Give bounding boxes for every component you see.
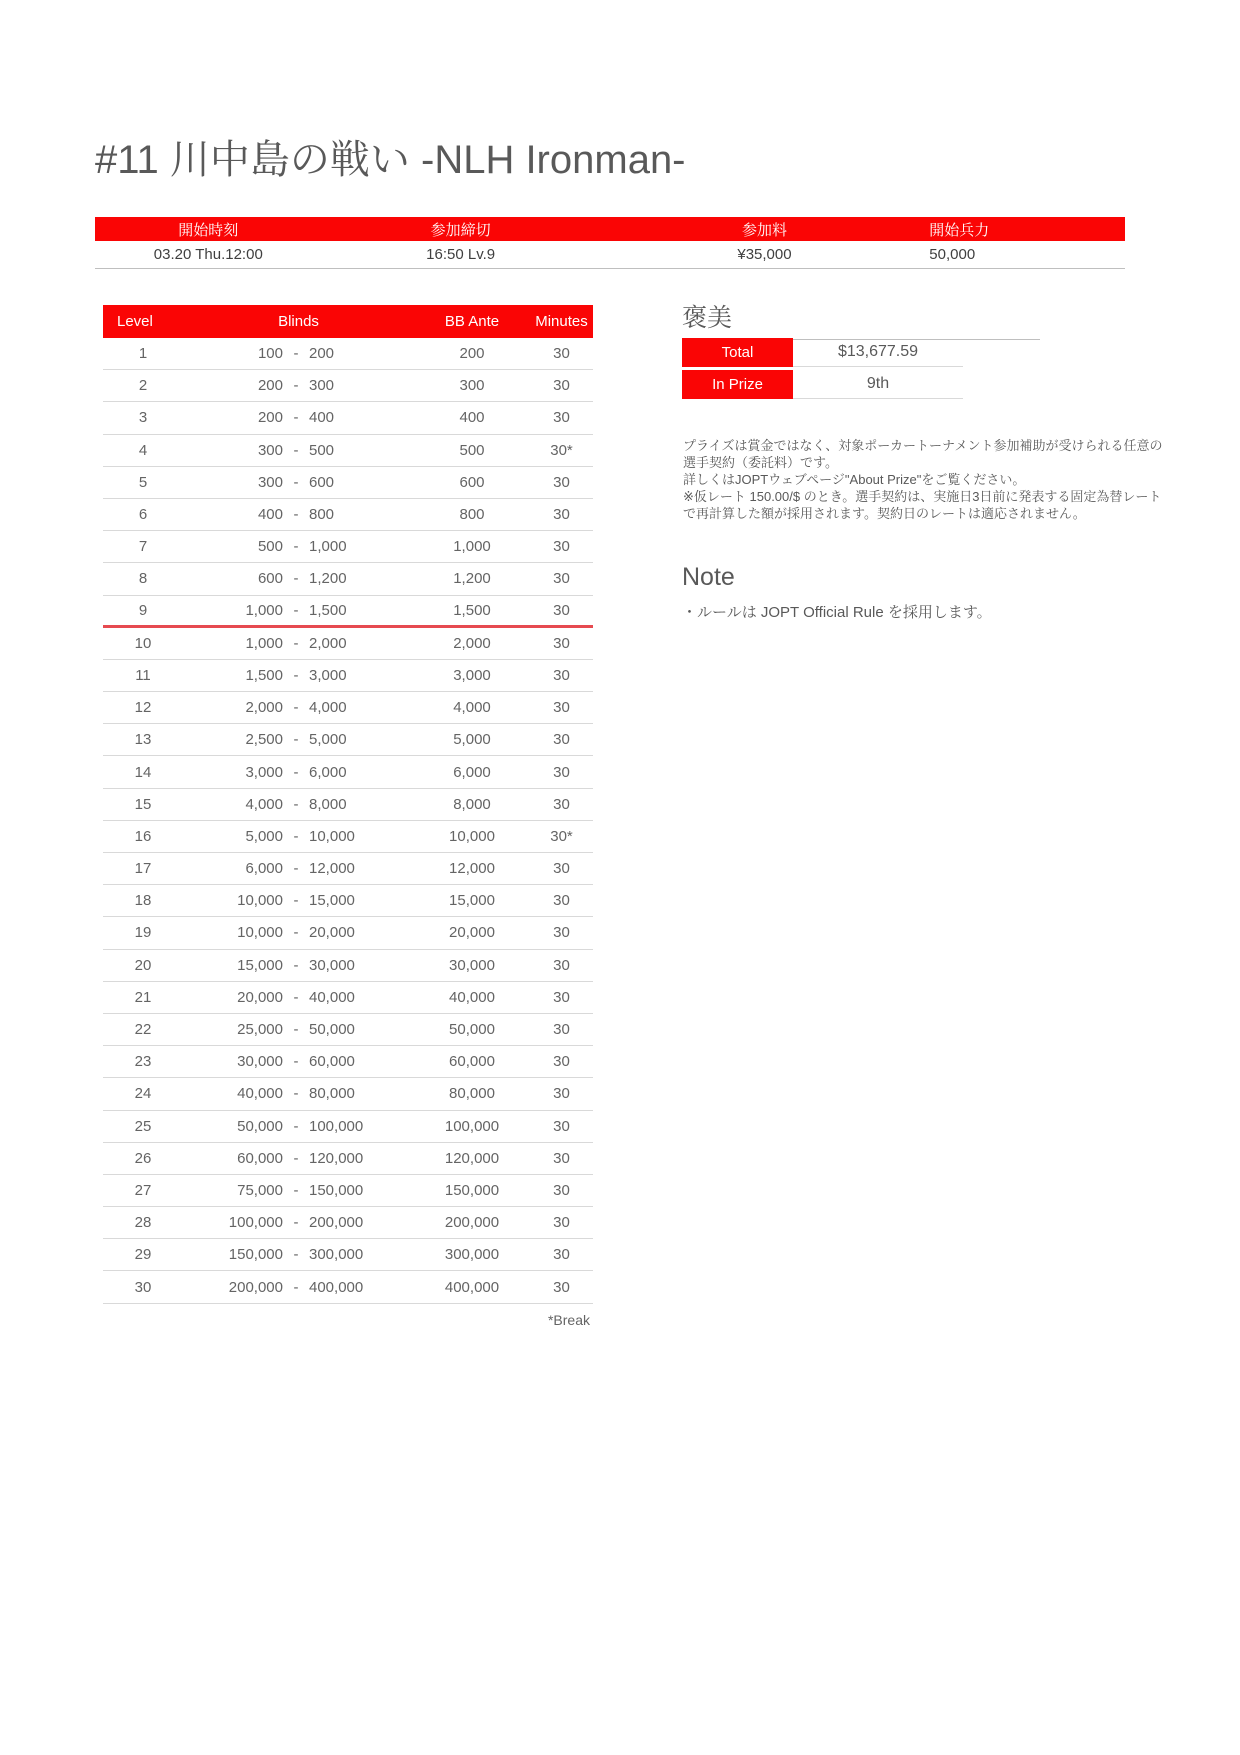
big-blind-cell: 600 xyxy=(309,473,335,491)
bb-ante-cell: 80,000 xyxy=(449,1085,495,1103)
level-cell: 27 xyxy=(134,1181,152,1199)
level-cell: 11 xyxy=(135,666,151,684)
bb-ante-cell: 6,000 xyxy=(453,763,491,781)
level-cell: 8 xyxy=(138,570,148,588)
bb-ante-cell: 400 xyxy=(459,409,485,427)
minutes-cell: 30 xyxy=(553,860,570,878)
big-blind-cell: 10,000 xyxy=(309,827,355,845)
minutes-cell: 30 xyxy=(553,634,570,652)
bb-ante-cell: 50,000 xyxy=(449,1021,495,1039)
note-heading: Note xyxy=(682,563,735,591)
minutes-cell: 30 xyxy=(553,666,570,684)
blinds-separator: - xyxy=(293,699,299,717)
big-blind-cell: 3,000 xyxy=(309,666,347,684)
level-cell: 28 xyxy=(134,1214,152,1232)
prize-disclaimer xyxy=(683,437,1165,522)
bb-ante-cell: 100,000 xyxy=(444,1117,500,1135)
prize-label: Total xyxy=(682,338,793,367)
break-footnote: *Break xyxy=(547,1312,590,1328)
small-blind-cell: 5,000 xyxy=(245,827,283,845)
table-row xyxy=(103,531,593,563)
table-row xyxy=(103,435,593,467)
minutes-cell: 30* xyxy=(550,441,573,459)
bb-ante-cell: 30,000 xyxy=(449,956,495,974)
big-blind-cell: 400 xyxy=(309,409,335,427)
big-blind-cell: 30,000 xyxy=(309,956,355,974)
blinds-separator: - xyxy=(293,634,299,652)
blinds-separator: - xyxy=(293,892,299,910)
small-blind-cell: 100 xyxy=(257,345,283,363)
level-cell: 12 xyxy=(134,699,152,717)
bb-ante-cell: 8,000 xyxy=(453,795,491,813)
big-blind-cell: 400,000 xyxy=(309,1278,364,1296)
blinds-separator: - xyxy=(293,827,299,845)
minutes-cell: 30 xyxy=(553,377,570,395)
note-item: ・ルールは JOPT Official Rule を採用します。 xyxy=(682,604,992,621)
level-cell: 16 xyxy=(134,827,152,845)
small-blind-cell: 50,000 xyxy=(237,1117,283,1135)
minutes-cell: 30 xyxy=(553,795,570,813)
page-title: #11 川中島の戦い -NLH Ironman- xyxy=(95,138,686,182)
big-blind-cell: 100,000 xyxy=(309,1117,364,1135)
table-row xyxy=(103,1175,593,1207)
table-row xyxy=(103,467,593,499)
level-cell: 4 xyxy=(138,441,148,459)
level-cell: 20 xyxy=(134,956,152,974)
minutes-cell: 30 xyxy=(553,731,570,749)
big-blind-cell: 8,000 xyxy=(309,795,347,813)
small-blind-cell: 1,000 xyxy=(245,634,283,652)
prize-row xyxy=(682,338,963,367)
info-bar-value: 03.20 Thu.12:00 xyxy=(153,246,263,263)
table-row xyxy=(103,660,593,692)
small-blind-cell: 25,000 xyxy=(237,1021,283,1039)
small-blind-cell: 300 xyxy=(257,473,283,491)
bb-ante-cell: 1,000 xyxy=(453,538,491,556)
table-row xyxy=(103,563,593,595)
prize-row xyxy=(682,370,963,399)
bb-ante-cell: 150,000 xyxy=(444,1181,500,1199)
table-row xyxy=(103,338,593,370)
info-bar-value: ¥35,000 xyxy=(737,246,792,263)
level-cell: 1 xyxy=(138,345,148,363)
level-cell: 9 xyxy=(138,601,148,619)
level-cell: 13 xyxy=(134,731,152,749)
blinds-separator: - xyxy=(293,860,299,878)
small-blind-cell: 2,500 xyxy=(245,731,283,749)
small-blind-cell: 6,000 xyxy=(245,860,283,878)
minutes-cell: 30 xyxy=(553,473,570,491)
table-row xyxy=(103,499,593,531)
disclaimer-paragraph: 詳しくはJOPTウェブページ"About Prize"をご覧ください。 xyxy=(683,472,1026,487)
structure-table-header xyxy=(103,305,593,338)
bb-ante-cell: 15,000 xyxy=(449,892,495,910)
bb-ante-cell: 120,000 xyxy=(444,1149,500,1167)
level-cell: 2 xyxy=(138,377,148,395)
level-cell: 3 xyxy=(138,409,148,427)
level-cell: 14 xyxy=(134,763,152,781)
bb-ante-cell: 5,000 xyxy=(453,731,491,749)
bb-ante-cell: 1,200 xyxy=(453,570,491,588)
level-cell: 10 xyxy=(134,634,152,652)
table-row xyxy=(103,789,593,821)
small-blind-cell: 15,000 xyxy=(237,956,283,974)
minutes-cell: 30 xyxy=(553,345,570,363)
blinds-separator: - xyxy=(293,1149,299,1167)
small-blind-cell: 500 xyxy=(257,538,283,556)
big-blind-cell: 150,000 xyxy=(309,1181,364,1199)
big-blind-cell: 1,200 xyxy=(309,570,347,588)
level-cell: 6 xyxy=(138,506,148,524)
minutes-cell: 30 xyxy=(553,924,570,942)
blinds-separator: - xyxy=(293,409,299,427)
small-blind-cell: 75,000 xyxy=(237,1181,283,1199)
table-row xyxy=(103,853,593,885)
big-blind-cell: 6,000 xyxy=(309,763,347,781)
small-blind-cell: 3,000 xyxy=(245,763,283,781)
blinds-separator: - xyxy=(293,1053,299,1071)
level-cell: 18 xyxy=(134,892,152,910)
level-cell: 30 xyxy=(134,1278,152,1296)
bb-ante-cell: 4,000 xyxy=(453,699,491,717)
table-row xyxy=(103,1046,593,1078)
minutes-cell: 30 xyxy=(553,699,570,717)
table-row xyxy=(103,1239,593,1271)
table-row xyxy=(103,917,593,949)
small-blind-cell: 200 xyxy=(257,377,283,395)
info-bar-value: 16:50 Lv.9 xyxy=(426,246,496,263)
bb-ante-cell: 300 xyxy=(459,377,485,395)
bb-ante-cell: 300,000 xyxy=(444,1246,500,1264)
table-row xyxy=(103,596,593,628)
table-row xyxy=(103,1078,593,1110)
minutes-cell: 30 xyxy=(553,1181,570,1199)
big-blind-cell: 5,000 xyxy=(309,731,347,749)
blinds-separator: - xyxy=(293,570,299,588)
level-cell: 5 xyxy=(138,473,148,491)
header-level: Level xyxy=(117,313,153,330)
level-cell: 17 xyxy=(134,860,152,878)
minutes-cell: 30 xyxy=(553,1021,570,1039)
big-blind-cell: 800 xyxy=(309,506,335,524)
table-row xyxy=(103,628,593,660)
minutes-cell: 30 xyxy=(553,570,570,588)
table-row xyxy=(103,1143,593,1175)
table-row xyxy=(103,821,593,853)
small-blind-cell: 30,000 xyxy=(237,1053,283,1071)
small-blind-cell: 4,000 xyxy=(245,795,283,813)
blinds-separator: - xyxy=(293,988,299,1006)
bb-ante-cell: 20,000 xyxy=(449,924,495,942)
small-blind-cell: 40,000 xyxy=(237,1085,283,1103)
big-blind-cell: 300,000 xyxy=(309,1246,364,1264)
big-blind-cell: 80,000 xyxy=(309,1085,355,1103)
bb-ante-cell: 200,000 xyxy=(444,1214,500,1232)
minutes-cell: 30 xyxy=(553,1085,570,1103)
big-blind-cell: 1,500 xyxy=(309,601,347,619)
minutes-cell: 30 xyxy=(553,409,570,427)
info-bar-label: 開始兵力 xyxy=(929,221,990,239)
minutes-cell: 30 xyxy=(553,988,570,1006)
big-blind-cell: 300 xyxy=(309,377,335,395)
prize-value: 9th xyxy=(793,370,963,399)
big-blind-cell: 60,000 xyxy=(309,1053,355,1071)
small-blind-cell: 300 xyxy=(257,441,283,459)
bb-ante-cell: 3,000 xyxy=(453,666,491,684)
minutes-cell: 30 xyxy=(553,1246,570,1264)
blinds-separator: - xyxy=(293,473,299,491)
level-cell: 26 xyxy=(134,1149,152,1167)
table-row xyxy=(103,885,593,917)
minutes-cell: 30 xyxy=(553,1117,570,1135)
blinds-separator: - xyxy=(293,1021,299,1039)
level-cell: 23 xyxy=(134,1053,152,1071)
small-blind-cell: 10,000 xyxy=(237,892,283,910)
small-blind-cell: 200,000 xyxy=(228,1278,283,1296)
bb-ante-cell: 400,000 xyxy=(444,1278,500,1296)
info-bar xyxy=(95,217,1125,269)
table-row xyxy=(103,692,593,724)
big-blind-cell: 20,000 xyxy=(309,924,355,942)
level-cell: 15 xyxy=(134,795,152,813)
bb-ante-cell: 800 xyxy=(459,506,485,524)
info-bar-value: 50,000 xyxy=(929,246,976,263)
minutes-cell: 30 xyxy=(553,1214,570,1232)
info-bar-values xyxy=(95,241,1125,269)
blinds-separator: - xyxy=(293,763,299,781)
structure-table-body xyxy=(103,338,593,1304)
small-blind-cell: 2,000 xyxy=(245,699,283,717)
minutes-cell: 30 xyxy=(553,763,570,781)
blinds-separator: - xyxy=(293,956,299,974)
bb-ante-cell: 500 xyxy=(459,441,485,459)
blinds-separator: - xyxy=(293,795,299,813)
blinds-separator: - xyxy=(293,345,299,363)
minutes-cell: 30* xyxy=(550,827,573,845)
blinds-separator: - xyxy=(293,538,299,556)
prize-table xyxy=(682,338,963,402)
table-row xyxy=(103,1111,593,1143)
header-blinds: Blinds xyxy=(278,313,319,330)
blinds-separator: - xyxy=(293,1181,299,1199)
blinds-separator: - xyxy=(293,377,299,395)
big-blind-cell: 15,000 xyxy=(309,892,355,910)
bb-ante-cell: 60,000 xyxy=(449,1053,495,1071)
level-cell: 21 xyxy=(134,988,152,1006)
minutes-cell: 30 xyxy=(553,506,570,524)
big-blind-cell: 40,000 xyxy=(309,988,355,1006)
disclaimer-paragraph: プライズは賞金ではなく、対象ポーカートーナメント参加補助が受けられる任意の選手契約（委託料）です。 xyxy=(683,438,1163,470)
big-blind-cell: 50,000 xyxy=(309,1021,355,1039)
blinds-separator: - xyxy=(293,666,299,684)
blinds-separator: - xyxy=(293,601,299,619)
small-blind-cell: 600 xyxy=(257,570,283,588)
table-row xyxy=(103,402,593,434)
minutes-cell: 30 xyxy=(553,1053,570,1071)
table-row xyxy=(103,756,593,788)
table-row xyxy=(103,724,593,756)
big-blind-cell: 1,000 xyxy=(309,538,347,556)
level-cell: 19 xyxy=(134,924,152,942)
small-blind-cell: 100,000 xyxy=(228,1214,283,1232)
bb-ante-cell: 1,500 xyxy=(453,601,491,619)
blinds-separator: - xyxy=(293,1246,299,1264)
prize-value: $13,677.59 xyxy=(793,338,963,367)
small-blind-cell: 400 xyxy=(257,506,283,524)
big-blind-cell: 12,000 xyxy=(309,860,355,878)
level-cell: 7 xyxy=(138,538,148,556)
table-row xyxy=(103,1207,593,1239)
small-blind-cell: 1,000 xyxy=(245,601,283,619)
info-bar-label: 参加締切 xyxy=(430,221,491,239)
level-cell: 22 xyxy=(134,1021,152,1039)
bb-ante-cell: 40,000 xyxy=(449,988,495,1006)
table-row xyxy=(103,982,593,1014)
table-row xyxy=(103,1014,593,1046)
big-blind-cell: 200,000 xyxy=(309,1214,364,1232)
small-blind-cell: 10,000 xyxy=(237,924,283,942)
blinds-separator: - xyxy=(293,731,299,749)
bb-ante-cell: 600 xyxy=(459,473,485,491)
info-bar-label: 開始時刻 xyxy=(178,221,239,239)
blinds-separator: - xyxy=(293,506,299,524)
prize-heading: 褒美 xyxy=(682,298,1040,340)
header-minutes: Minutes xyxy=(535,313,588,330)
bb-ante-cell: 12,000 xyxy=(449,860,495,878)
small-blind-cell: 20,000 xyxy=(237,988,283,1006)
small-blind-cell: 60,000 xyxy=(237,1149,283,1167)
header-bb-ante: BB Ante xyxy=(444,313,500,330)
bb-ante-cell: 2,000 xyxy=(453,634,491,652)
level-cell: 24 xyxy=(134,1085,152,1103)
blinds-separator: - xyxy=(293,1214,299,1232)
big-blind-cell: 500 xyxy=(309,441,335,459)
blind-structure-table xyxy=(103,305,593,1304)
level-cell: 25 xyxy=(134,1117,152,1135)
blinds-separator: - xyxy=(293,1117,299,1135)
big-blind-cell: 120,000 xyxy=(309,1149,364,1167)
small-blind-cell: 1,500 xyxy=(245,666,283,684)
disclaimer-paragraph: ※仮レート 150.00/$ のとき。選手契約は、実施日3日前に発表する固定為替レートで再計算した額が採用されます。契約日のレートは適応されません。 xyxy=(683,489,1162,521)
info-bar-label: 参加料 xyxy=(741,221,787,239)
bb-ante-cell: 10,000 xyxy=(449,827,495,845)
minutes-cell: 30 xyxy=(553,1278,570,1296)
table-row xyxy=(103,1271,593,1303)
blinds-separator: - xyxy=(293,441,299,459)
minutes-cell: 30 xyxy=(553,892,570,910)
big-blind-cell: 2,000 xyxy=(309,634,347,652)
info-bar-header xyxy=(95,217,1125,241)
big-blind-cell: 4,000 xyxy=(309,699,347,717)
blinds-separator: - xyxy=(293,1085,299,1103)
bb-ante-cell: 200 xyxy=(459,345,485,363)
blinds-separator: - xyxy=(293,924,299,942)
level-cell: 29 xyxy=(134,1246,152,1264)
minutes-cell: 30 xyxy=(553,601,570,619)
minutes-cell: 30 xyxy=(553,956,570,974)
note-list xyxy=(682,602,992,623)
small-blind-cell: 200 xyxy=(257,409,283,427)
minutes-cell: 30 xyxy=(553,1149,570,1167)
small-blind-cell: 150,000 xyxy=(228,1246,283,1264)
minutes-cell: 30 xyxy=(553,538,570,556)
table-row xyxy=(103,370,593,402)
big-blind-cell: 200 xyxy=(309,345,335,363)
blinds-separator: - xyxy=(293,1278,299,1296)
prize-label: In Prize xyxy=(682,370,793,399)
table-row xyxy=(103,950,593,982)
